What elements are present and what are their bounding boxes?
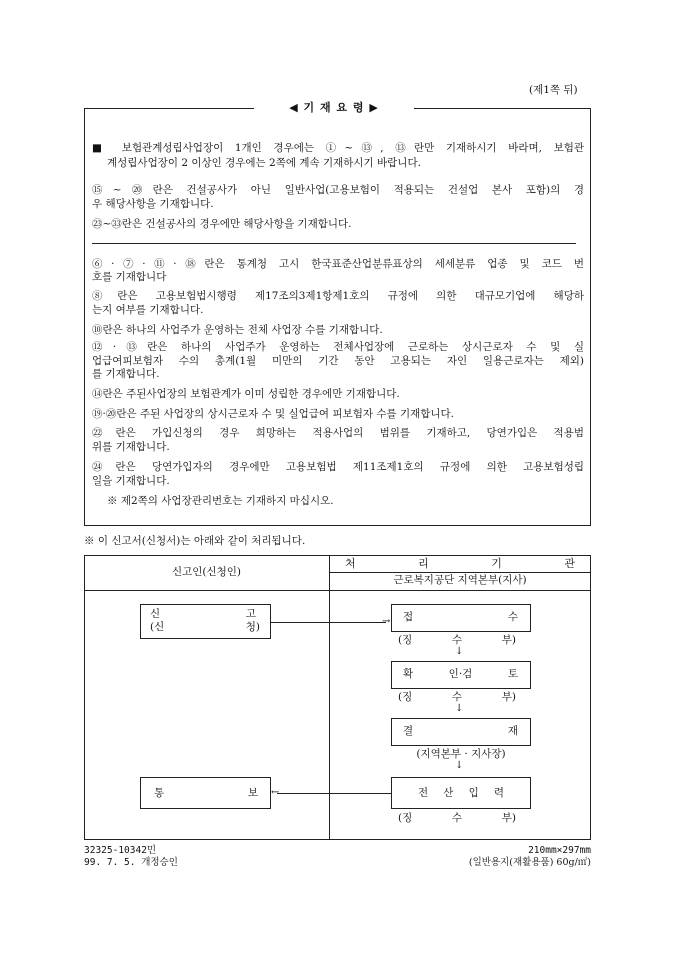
arrow-down-icon: ↓	[455, 760, 464, 771]
instruction-item2-line1: ⑧란은 고용보험법시행령 제17조의3제1항제1호의 규정에 의한 대규모기업에 해당하	[92, 290, 584, 302]
notification-label: 통 보	[154, 787, 258, 799]
processing-agency-header: 처 리 기 관	[345, 557, 577, 570]
step-data-entry-dept: (징 수 부)	[398, 812, 516, 824]
process-intro: ※ 이 신고서(신청서)는 아래와 같이 처리됩니다.	[84, 535, 306, 547]
instructions-divider	[92, 243, 576, 244]
instruction-para2-line2: 우 해당사항을 기재합니다.	[92, 198, 214, 210]
instruction-para3: ㉓~㉝란은 건설공사의 경우에만 해당사항을 기재합니다.	[92, 218, 352, 230]
arrow-left-icon: ←	[271, 787, 280, 798]
instruction-item8-line2: 일을 기재합니다.	[92, 475, 170, 487]
paper-size: 210mm×297mm	[528, 845, 591, 856]
arrow-down-icon: ↓	[455, 703, 464, 714]
instruction-item4-line1: ⑫·⑬란은 하나의 사업주가 운영하는 전체사업장에 근로하는 상시근로자 수 및 실	[92, 341, 584, 353]
submission-label-text: 신 고	[150, 608, 260, 620]
instruction-item4-line2: 업급여피보험자 수의 총계(1월 미만의 기간 동안 고용되는 자인 일용근로자는 제외)	[92, 355, 584, 367]
instruction-item8-line1: ㉔란은 당연가입자의 경우에만 고용보험법 제11조제1호의 규정에 의한 고용보험성립	[92, 461, 584, 473]
step-review-dept: (징 수 부)	[398, 691, 516, 703]
form-code: 32325-10342민	[84, 845, 157, 856]
instruction-item2-line2: 는지 여부를 기재합니다.	[92, 304, 204, 316]
instruction-item6: ⑲·⑳란은 주된 사업장의 상시근로자 수 및 실업급여 피보험자 수를 기재합니다.	[92, 408, 455, 420]
arrow-right-icon: →	[382, 616, 391, 627]
submission-label	[150, 608, 260, 621]
instructions-title: ◀ 기 재 요 령 ▶	[289, 101, 379, 114]
instruction-item7-line1: ㉒란은 가입신청의 경우 희망하는 적용사업의 범위를 기재하고, 당연가입은 적용범	[92, 427, 584, 439]
instruction-item1-line1: ⑥·⑦·⑪·⑱란은 통계청 고시 한국표준산업분류표상의 세세분류 업종 및 코드 번	[92, 258, 584, 270]
instruction-para2-line1: ⑮~⑳란은 건설공사가 아닌 일반사업(고용보험이 적용되는 건설업 본사 포함)의 경	[92, 184, 584, 196]
applicant-column-header: 신고인(신청인)	[171, 566, 242, 578]
instruction-para1-line1: ■ 보험관계성립사업장이 1개인 경우에는 ①~⑬, ⑬란만 기재하시기 바라며, 보험관	[92, 142, 584, 154]
paper-type: (일반용지(재활용품) 60g/㎡)	[468, 857, 591, 868]
step-receipt-dept: (징 수 부)	[398, 634, 516, 646]
instruction-item7-line2: 위를 기재합니다.	[92, 441, 170, 453]
arrow-submission-to-receipt	[271, 622, 386, 623]
step-approval-dept: (지역본부 · 지사장)	[416, 748, 506, 760]
instruction-note: ※ 제2쪽의 사업장관리번호는 기재하지 마십시오.	[107, 495, 334, 507]
instruction-para1-line2: 계성립사업장이 2 이상인 경우에는 2쪽에 계속 기재하시기 바랍니다.	[107, 157, 421, 169]
step-review-label: 확 인·검 토	[403, 668, 518, 680]
step-receipt-label: 접 수	[403, 611, 518, 623]
processing-agency-subheader: 근로복지공단 지역본부(지사)	[393, 574, 527, 586]
step-approval-label: 결 재	[403, 725, 518, 737]
instruction-item1-line2: 호를 기재합니다	[92, 271, 167, 283]
application-label	[150, 621, 260, 634]
instruction-item4-line3: 를 기재합니다.	[92, 368, 160, 380]
instruction-item5: ⑭란은 주된사업장의 보험관계가 이미 성립한 경우에만 기재합니다.	[92, 388, 400, 400]
application-label-text: (신 청)	[150, 621, 260, 633]
page-reference: (제1쪽 뒤)	[529, 84, 578, 96]
arrow-down-icon: ↓	[455, 646, 464, 657]
step-data-entry-label: 전 산 입 력	[418, 787, 504, 799]
arrow-data-entry-to-notify	[277, 793, 391, 794]
approval-date: 99. 7. 5. 개정승인	[84, 857, 178, 868]
instruction-item3: ⑩란은 하나의 사업주가 운영하는 전체 사업장 수를 기재합니다.	[92, 324, 383, 336]
